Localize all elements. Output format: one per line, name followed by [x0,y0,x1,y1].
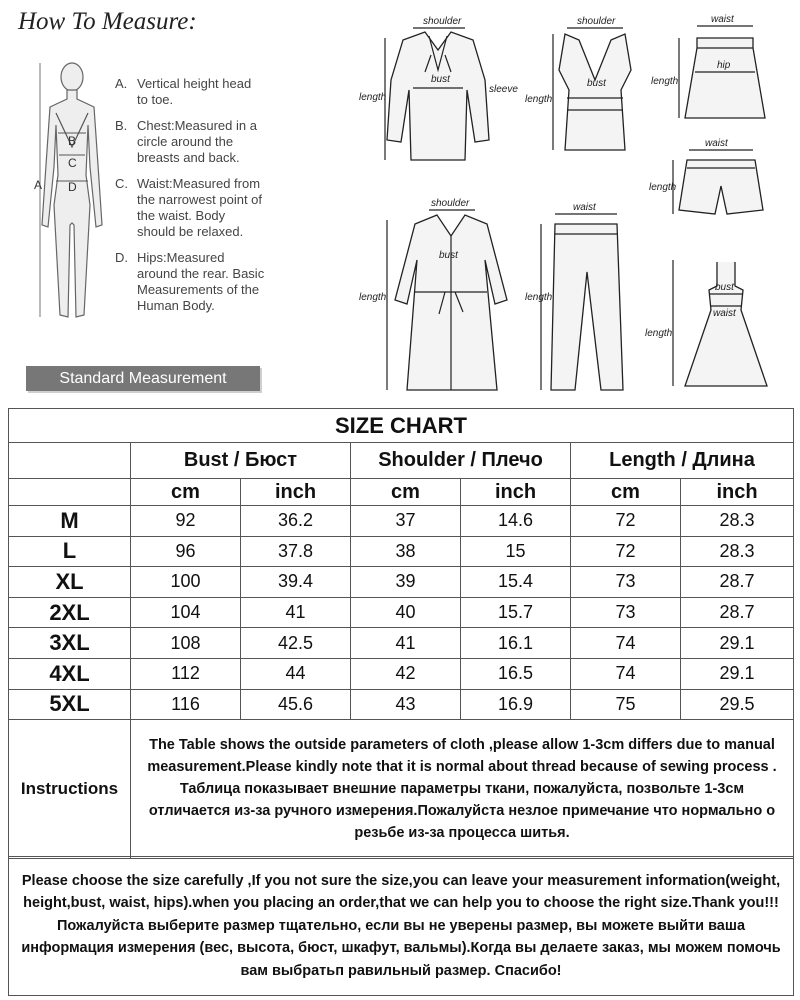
instructions-label: Instructions [9,720,131,858]
label-shoulder: shoulder [431,198,470,209]
how-to-measure-title: How To Measure: [18,8,197,35]
label-waist: waist [713,308,736,319]
value-cell: 74 [571,628,681,658]
unit-cell: cm [571,479,681,505]
value-cell: 37.8 [241,537,351,567]
value-cell: 15.4 [461,567,571,597]
instructions-row [9,720,793,858]
value-cell: 38 [351,537,461,567]
label-bust: bust [715,282,734,293]
instructions-text [131,720,793,858]
legend-text: Waist:Measured from the narrowest point of the waist. Body should be relaxed. [137,176,263,239]
label-length: length [649,182,677,193]
figure-letter-c: C [68,156,77,170]
value-cell: 36.2 [241,506,351,536]
value-cell: 104 [131,598,241,628]
value-cell: 29.1 [719,663,755,684]
value-cell: 28.3 [719,510,755,531]
body-figure-illustration [32,55,112,335]
value-cell: 14.6 [461,506,571,536]
value-cell: 39 [351,567,461,597]
label-bust: bust [439,250,458,261]
how-to-measure-section [0,0,800,400]
tank-top-diagram [525,16,631,150]
value-cell: 100 [131,567,241,597]
size-label: L [9,537,131,567]
size-label: 3XL [9,628,131,658]
value-cell: 29.5 [719,693,755,714]
value-cell: 75 [571,690,681,720]
figure-letter-d: D [68,180,77,194]
value-cell: 29.1 [719,632,755,653]
header-shoulder: Shoulder / Плечо [351,443,571,478]
value-cell: 40 [351,598,461,628]
note-english: Please choose the size carefully ,If you not sure the size,you can leave your measurement information(weight, height,bust, waist, hips).when you placing an order,that we can help you to choose the right size.Thank you!!! [21,872,781,912]
dress-diagram [645,260,767,386]
size-chart-title-row [9,409,793,443]
value-cell: 42.5 [241,628,351,658]
table-row [9,690,793,721]
label-shoulder: shoulder [577,16,616,27]
value-cell: 108 [131,628,241,658]
value-cell: 74 [571,659,681,689]
blouse-diagram [359,16,518,160]
table-row [9,598,793,629]
corner-cell [9,479,131,505]
size-chart-title: SIZE CHART [335,412,467,438]
figure-letter-b: B [68,134,77,148]
legend-text: Hips:Measured around the rear. Basic Measurements of the Human Body. [137,250,265,313]
coat-diagram [359,198,507,390]
label-shoulder: shoulder [423,16,462,27]
size-label: M [9,506,131,536]
skirt-diagram [651,14,765,118]
group-header-row [9,443,793,479]
size-label: 2XL [9,598,131,628]
label-length: length [359,92,387,103]
table-row [9,628,793,659]
standard-measurement-badge: Standard Measurement [26,366,260,391]
value-cell: 41 [351,628,461,658]
legend-item-c [115,176,265,240]
unit-cell: cm [131,479,241,505]
value-cell: 42 [351,659,461,689]
value-cell: 41 [241,598,351,628]
value-cell: 15.7 [461,598,571,628]
table-row [9,506,793,537]
legend-text: Chest:Measured in a circle around the breasts and back. [137,118,257,165]
label-sleeve: sleeve [489,84,518,95]
header-length: Length / Длина [609,449,755,471]
value-cell: 92 [131,506,241,536]
size-chart-table [8,408,794,859]
value-cell: 28.3 [719,540,755,561]
value-cell: 37 [351,506,461,536]
trousers-diagram [525,202,623,390]
unit-cell: cm [351,479,461,505]
value-cell: 16.5 [461,659,571,689]
measurement-legend [115,76,265,324]
value-cell: 28.7 [719,571,755,592]
legend-item-b [115,118,265,166]
value-cell: 16.9 [461,690,571,720]
legend-key: C. [115,176,128,191]
value-cell: 96 [131,537,241,567]
shorts-diagram [649,138,763,214]
table-row [9,567,793,598]
size-label: 5XL [9,690,131,720]
unit-cell: inch [461,479,571,505]
legend-key: B. [115,118,128,133]
value-cell: 43 [351,690,461,720]
value-cell: 39.4 [241,567,351,597]
value-cell: 45.6 [241,690,351,720]
label-length: length [359,292,387,303]
instructions-russian: Таблица показывает внешние параметры ткани, пожалуйста, позвольте 1-3см отличается из-за ручного измерения.Пожалуйста незлое примечание что нормально о резьбе из-за процесса шитья. [148,781,776,842]
label-bust: bust [587,78,606,89]
unit-cell: inch [241,479,351,505]
corner-cell [9,443,131,478]
size-label: XL [9,567,131,597]
label-length: length [645,328,673,339]
instructions-english: The Table shows the outside parameters of cloth ,please allow 1-3cm differs due to manual measurement.Please kindly note that it is normal about thread because of sewing process . [147,737,777,776]
legend-item-d [115,250,265,314]
label-waist: waist [573,202,596,213]
legend-item-a [115,76,265,108]
figure-letter-a: A [34,178,43,192]
legend-key: A. [115,76,128,91]
label-waist: waist [705,138,728,149]
label-bust: bust [431,74,450,85]
legend-text: Vertical height head to toe. [137,76,252,107]
label-hip: hip [717,60,731,71]
header-bust: Bust / Бюст [131,443,351,478]
label-length: length [525,292,553,303]
size-selection-note [8,856,794,996]
value-cell: 116 [131,690,241,720]
value-cell: 73 [571,598,681,628]
unit-header-row [9,479,793,506]
value-cell: 72 [571,537,681,567]
table-row [9,659,793,690]
note-russian: Пожалуйста выберите размер тщательно, если вы не уверены размер, вы можете выйти ваша информация измерения (вес, высота, бюст, шкафут, вальмы).Когда вы делаете заказ, мы можем помочь вам выбратьп равильный размер. Спасибо! [21,917,781,979]
unit-cell: inch [716,480,758,503]
value-cell: 15 [461,537,571,567]
legend-key: D. [115,250,128,265]
table-row [9,537,793,568]
value-cell: 44 [241,659,351,689]
label-length: length [525,94,553,105]
label-waist: waist [711,14,734,25]
value-cell: 16.1 [461,628,571,658]
value-cell: 73 [571,567,681,597]
garment-diagrams [355,10,795,395]
label-length: length [651,76,679,87]
size-label: 4XL [9,659,131,689]
value-cell: 112 [131,659,241,689]
value-cell: 72 [571,506,681,536]
value-cell: 28.7 [719,602,755,623]
